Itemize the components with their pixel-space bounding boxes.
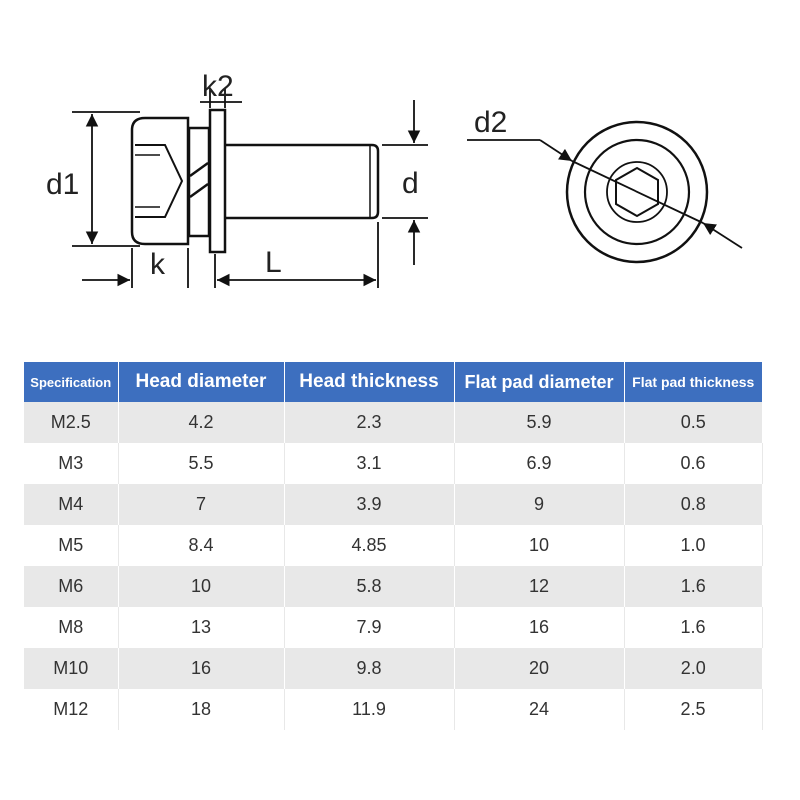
cell-head-thickness: 5.8 [284, 566, 454, 607]
cell-flat-pad-thickness: 2.0 [624, 648, 762, 689]
cell-specification: M3 [24, 443, 118, 484]
header-flat-pad-diameter: Flat pad diameter [454, 362, 624, 402]
cell-flat-pad-thickness: 2.5 [624, 689, 762, 730]
table-header-row [24, 362, 762, 402]
cell-specification: M4 [24, 484, 118, 525]
cell-head-thickness: 11.9 [284, 689, 454, 730]
dimension-d1 [72, 112, 140, 246]
dimension-k-L [82, 222, 378, 288]
cell-head-diameter: 7 [118, 484, 284, 525]
cell-flat-pad-diameter: 16 [454, 607, 624, 648]
table-row [24, 648, 762, 689]
cell-flat-pad-diameter: 24 [454, 689, 624, 730]
cell-head-diameter: 5.5 [118, 443, 284, 484]
cell-flat-pad-thickness: 0.6 [624, 443, 762, 484]
specification-table [24, 362, 763, 730]
cell-flat-pad-thickness: 0.5 [624, 402, 762, 443]
cell-head-diameter: 8.4 [118, 525, 284, 566]
cell-specification: M5 [24, 525, 118, 566]
label-d: d [402, 167, 419, 200]
table-row [24, 607, 762, 648]
table-row [24, 566, 762, 607]
cell-flat-pad-diameter: 20 [454, 648, 624, 689]
header-head-thickness: Head thickness [284, 362, 454, 402]
label-k: k [150, 248, 165, 281]
table-row [24, 484, 762, 525]
table-row [24, 402, 762, 443]
label-d1: d1 [46, 168, 80, 201]
table-row [24, 525, 762, 566]
cell-head-thickness: 4.85 [284, 525, 454, 566]
cell-flat-pad-diameter: 9 [454, 484, 624, 525]
cell-flat-pad-thickness: 1.0 [624, 525, 762, 566]
cell-head-thickness: 3.1 [284, 443, 454, 484]
cell-specification: M10 [24, 648, 118, 689]
label-k2: k2 [202, 70, 234, 103]
cell-specification: M8 [24, 607, 118, 648]
screw-technical-drawing [0, 0, 800, 320]
cell-flat-pad-diameter: 12 [454, 566, 624, 607]
cell-specification: M2.5 [24, 402, 118, 443]
cell-head-thickness: 2.3 [284, 402, 454, 443]
cell-flat-pad-thickness: 1.6 [624, 566, 762, 607]
cell-head-diameter: 13 [118, 607, 284, 648]
cell-flat-pad-diameter: 6.9 [454, 443, 624, 484]
cell-head-thickness: 3.9 [284, 484, 454, 525]
cell-specification: M6 [24, 566, 118, 607]
cell-head-diameter: 18 [118, 689, 284, 730]
header-flat-pad-thickness: Flat pad thickness [624, 362, 762, 402]
cell-head-diameter: 4.2 [118, 402, 284, 443]
cell-flat-pad-thickness: 1.6 [624, 607, 762, 648]
cell-head-thickness: 7.9 [284, 607, 454, 648]
cell-flat-pad-diameter: 5.9 [454, 402, 624, 443]
label-d2: d2 [474, 106, 508, 139]
table-row [24, 443, 762, 484]
label-L: L [265, 246, 282, 279]
cell-flat-pad-thickness: 0.8 [624, 484, 762, 525]
cell-flat-pad-diameter: 10 [454, 525, 624, 566]
cell-head-diameter: 16 [118, 648, 284, 689]
header-head-diameter: Head diameter [118, 362, 284, 402]
cell-head-diameter: 10 [118, 566, 284, 607]
table-row [24, 689, 762, 730]
header-specification: Specification [24, 362, 118, 402]
screw-side-view [132, 110, 378, 252]
cell-head-thickness: 9.8 [284, 648, 454, 689]
cell-specification: M12 [24, 689, 118, 730]
